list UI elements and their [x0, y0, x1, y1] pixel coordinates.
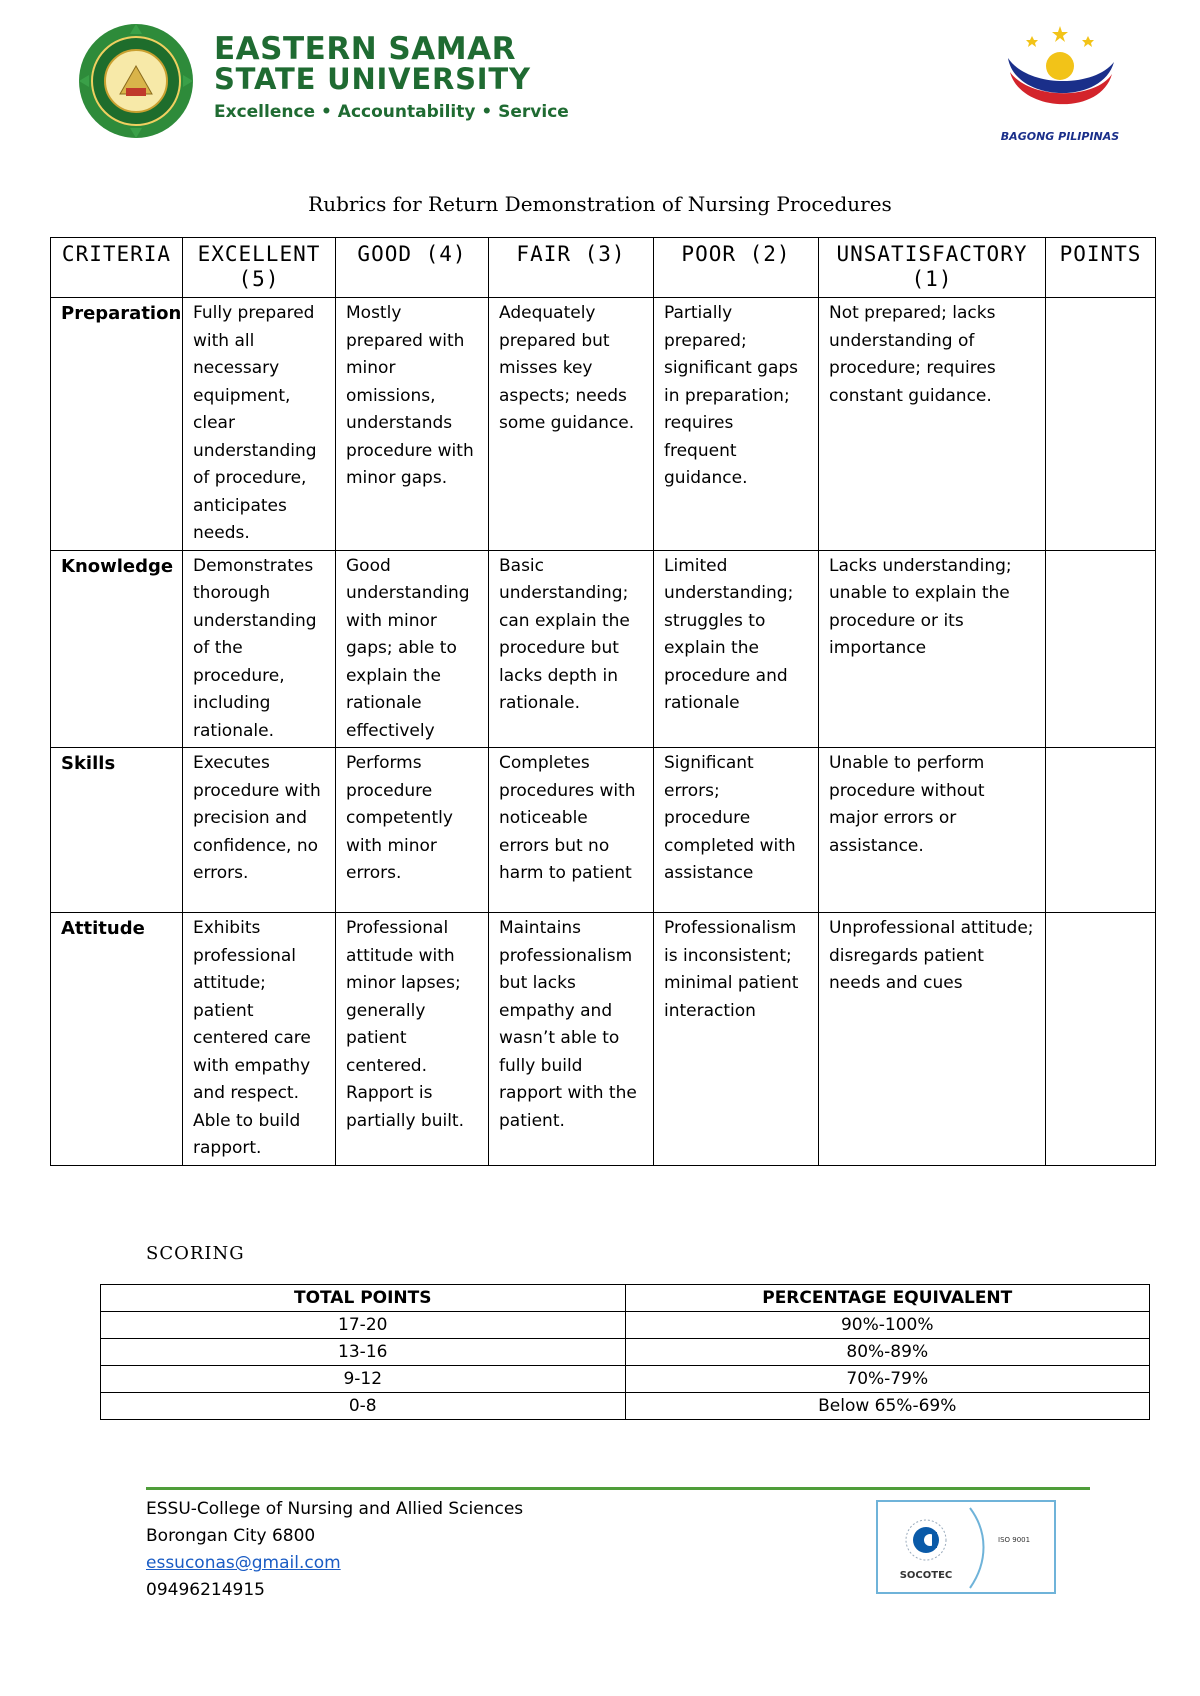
unsatisfactory-cell: Unable to perform procedure without major errors or assistance.: [819, 748, 1046, 913]
percentage-cell: 90%-100%: [625, 1312, 1150, 1339]
good-cell: Mostly prepared with minor omissions, understands procedure with minor gaps.: [336, 298, 489, 551]
scoring-table: [100, 1284, 1150, 1420]
criteria-cell: Preparation: [51, 298, 183, 551]
table-row: [101, 1393, 1150, 1420]
table-row: [51, 913, 1156, 1166]
university-seal: [72, 22, 200, 140]
poor-cell: Professionalism is inconsistent; minimal patient interaction: [654, 913, 819, 1166]
university-name: [214, 31, 531, 96]
unsatisfactory-cell: Not prepared; lacks understanding of procedure; requires constant guidance.: [819, 298, 1046, 551]
total-points-cell: 17-20: [101, 1312, 626, 1339]
header-criteria: CRITERIA: [51, 238, 183, 298]
total-points-cell: 13-16: [101, 1339, 626, 1366]
bagong-pilipinas-logo: [990, 22, 1130, 122]
college-name: ESSU-College of Nursing and Allied Sciences: [146, 1499, 524, 1519]
footer-divider: [146, 1487, 1090, 1490]
fair-cell: Completes procedures with noticeable errors but no harm to patient: [489, 748, 654, 913]
college-city: Borongan City 6800: [146, 1526, 316, 1546]
unsatisfactory-cell: Lacks understanding; unable to explain the procedure or its importance: [819, 550, 1046, 748]
university-name-line2: STATE UNIVERSITY: [214, 62, 531, 96]
total-points-cell: 0-8: [101, 1393, 626, 1420]
table-row: [51, 748, 1156, 913]
phone-number: 09496214915: [146, 1580, 265, 1600]
criteria-cell: Skills: [51, 748, 183, 913]
table-row: [101, 1339, 1150, 1366]
cert-standard: ISO 9001: [998, 1536, 1031, 1544]
poor-cell: Partially prepared; significant gaps in preparation; requires frequent guidance.: [654, 298, 819, 551]
header-total-points: TOTAL POINTS: [101, 1285, 626, 1312]
socotec-logo: [878, 1502, 1054, 1592]
good-cell: Good understanding with minor gaps; able to explain the rationale effectively: [336, 550, 489, 748]
excellent-cell: Fully prepared with all necessary equipment, clear understanding of procedure, anticipates needs.: [183, 298, 336, 551]
rubric-table: [50, 237, 1156, 1166]
percentage-cell: 70%-79%: [625, 1366, 1150, 1393]
fair-cell: Basic understanding; can explain the procedure but lacks depth in rationale.: [489, 550, 654, 748]
header-excellent: EXCELLENT (5): [183, 238, 336, 298]
email-link[interactable]: essuconas@gmail.com: [146, 1553, 341, 1573]
document-title: Rubrics for Return Demonstration of Nursing Procedures: [308, 192, 892, 216]
excellent-cell: Demonstrates thorough understanding of the procedure, including rationale.: [183, 550, 336, 748]
university-motto: Excellence • Accountability • Service: [214, 102, 569, 122]
table-row: [101, 1312, 1150, 1339]
bagong-pilipinas-label: BAGONG PILIPINAS: [1000, 130, 1120, 143]
excellent-cell: Executes procedure with precision and confidence, no errors.: [183, 748, 336, 913]
table-row: [101, 1366, 1150, 1393]
total-points-cell: 9-12: [101, 1366, 626, 1393]
rubric-header-row: [51, 238, 1156, 298]
percentage-cell: 80%-89%: [625, 1339, 1150, 1366]
percentage-cell: Below 65%-69%: [625, 1393, 1150, 1420]
iso-certification-badge: [876, 1500, 1056, 1594]
unsatisfactory-cell: Unprofessional attitude; disregards patient needs and cues: [819, 913, 1046, 1166]
scoring-label: SCORING: [146, 1243, 245, 1264]
fair-cell: Maintains professionalism but lacks empathy and wasn’t able to fully build rapport with the patient.: [489, 913, 654, 1166]
footer-contact: [146, 1496, 523, 1604]
points-cell[interactable]: [1046, 913, 1156, 1166]
points-cell[interactable]: [1046, 550, 1156, 748]
points-cell[interactable]: [1046, 298, 1156, 551]
cert-name: SOCOTEC: [899, 1570, 953, 1581]
header-percentage-equivalent: PERCENTAGE EQUIVALENT: [625, 1285, 1150, 1312]
excellent-cell: Exhibits professional attitude; patient centered care with empathy and respect. Able to build rapport.: [183, 913, 336, 1166]
good-cell: Performs procedure competently with minor errors.: [336, 748, 489, 913]
good-cell: Professional attitude with minor lapses; generally patient centered. Rapport is partially built.: [336, 913, 489, 1166]
university-name-line1: EASTERN SAMAR: [214, 31, 516, 67]
points-cell[interactable]: [1046, 748, 1156, 913]
header-fair: FAIR (3): [489, 238, 654, 298]
poor-cell: Significant errors; procedure completed with assistance: [654, 748, 819, 913]
header-good: GOOD (4): [336, 238, 489, 298]
table-row: [51, 550, 1156, 748]
poor-cell: Limited understanding; struggles to explain the procedure and rationale: [654, 550, 819, 748]
fair-cell: Adequately prepared but misses key aspects; needs some guidance.: [489, 298, 654, 551]
table-row: [51, 298, 1156, 551]
criteria-cell: Knowledge: [51, 550, 183, 748]
scoring-header-row: [101, 1285, 1150, 1312]
criteria-cell: Attitude: [51, 913, 183, 1166]
header-poor: POOR (2): [654, 238, 819, 298]
header-unsatisfactory: UNSATISFACTORY (1): [819, 238, 1046, 298]
header-points: POINTS: [1046, 238, 1156, 298]
